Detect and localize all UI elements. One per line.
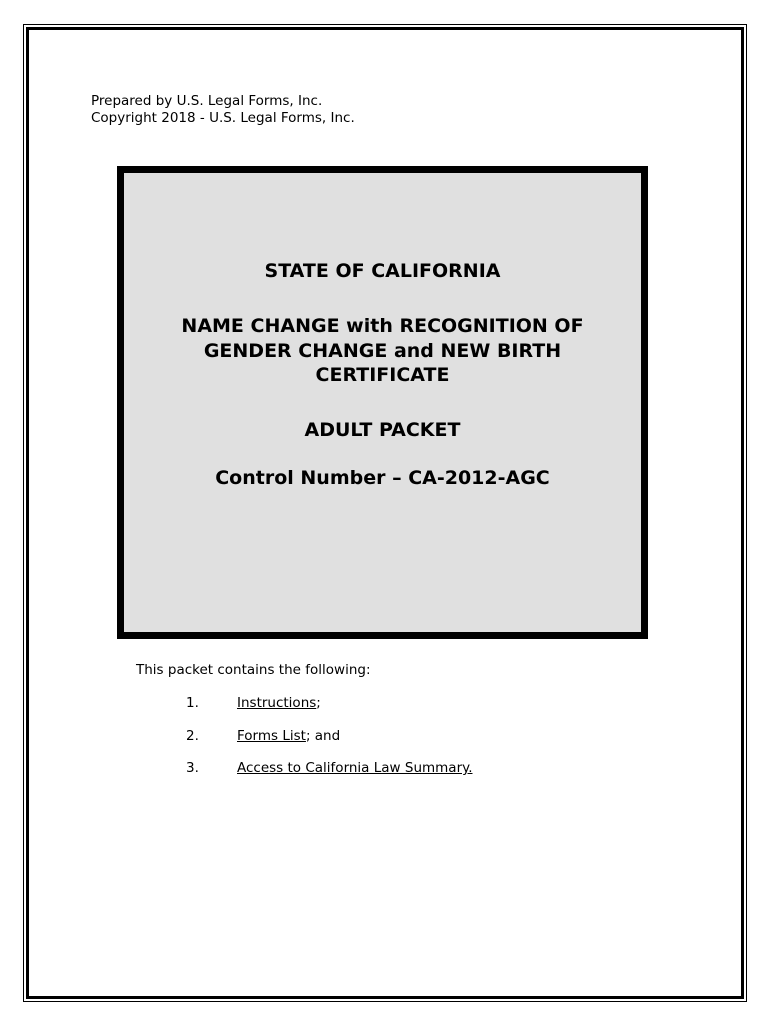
forms-list-link[interactable]: Forms List	[237, 727, 306, 744]
packet-type: ADULT PACKET	[304, 419, 461, 441]
item-suffix: ; and	[305, 727, 341, 744]
prepared-by-text: Prepared by U.S. Legal Forms, Inc.	[91, 93, 323, 109]
document-title	[154, 314, 611, 388]
item-number: 3.	[186, 760, 199, 776]
list-item	[186, 695, 472, 728]
contents-intro: This packet contains the following:	[136, 662, 371, 678]
copyright-text: Copyright 2018 - U.S. Legal Forms, Inc.	[91, 110, 355, 126]
document-title-line-1: NAME CHANGE with RECOGNITION OF	[181, 315, 584, 337]
document-title-line-2: GENDER CHANGE and NEW BIRTH	[203, 339, 562, 362]
item-suffix: ;	[316, 695, 321, 711]
list-item	[186, 728, 472, 761]
state-title: STATE OF CALIFORNIA	[264, 260, 501, 282]
law-summary-link[interactable]: Access to California Law Summary.	[237, 760, 473, 776]
cover-title-box	[117, 166, 648, 639]
item-number: 2.	[186, 727, 199, 744]
instructions-link[interactable]: Instructions	[237, 695, 317, 711]
contents-list	[186, 695, 472, 793]
item-number: 1.	[186, 695, 199, 711]
document-title-line-3: CERTIFICATE	[315, 364, 450, 386]
preparer-notice	[91, 93, 355, 127]
control-number: Control Number – CA-2012-AGC	[215, 467, 550, 489]
list-item	[186, 760, 472, 793]
